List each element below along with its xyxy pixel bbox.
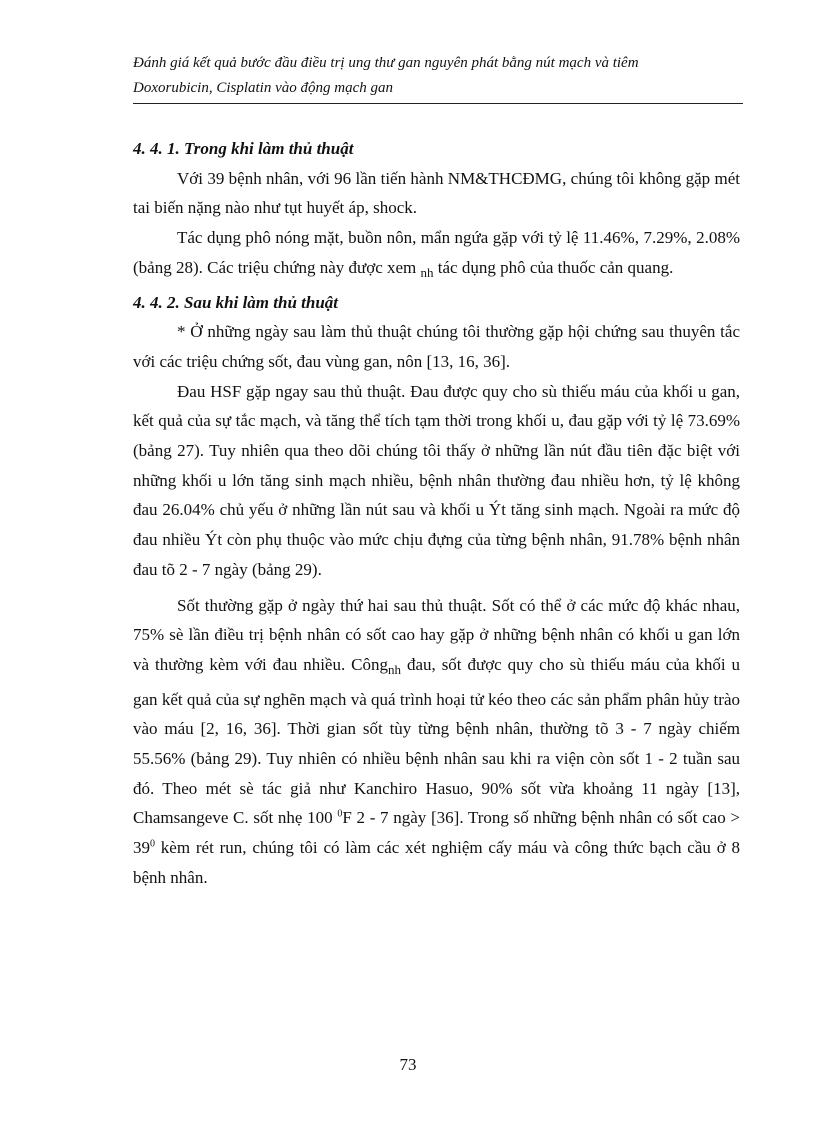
page-number: 73 xyxy=(399,1055,417,1074)
running-header xyxy=(133,51,743,101)
fever-text-b: đau, sốt được quy cho sù thiếu máu của khối u gan kết quả của sự nghẽn mạch và quá trình hoại tử kéo theo các sản phẩm phân hủy trào vào máu [2, 16, 36]. Thời gian sốt tùy từng bệnh nhân, thường tõ 3 - 7 ngày chiếm 55.56% (bảng 29). Tuy nhiên có nhiều bệnh nhân sau khi ra viện còn sốt 1 - 2 tuần sau đó. Theo mét sè tác giả như Kanchiro Hasuo, 90% sốt vừa khoảng 11 ngày [13], Chamsangeve C. sốt nhẹ 100 xyxy=(133,654,740,828)
header-rule xyxy=(133,103,743,104)
paragraph-syndrome: * Ở những ngày sau làm thủ thuật chúng tôi thường gặp hội chứng sau thuyên tắc với các triệu chứng sốt, đau vùng gan, nôn [13, 16, 36]. xyxy=(133,322,740,371)
section-heading-4-4-1: 4. 4. 1. Trong khi làm thủ thuật xyxy=(133,139,354,158)
fever-text-a: Sốt thường gặp ở ngày thứ hai sau thủ thuật. Sốt có thể ở các mức độ khác nhau, 75% sè lần điều trị bệnh nhân có sốt cao hay gặp ở những bệnh nhân có khối u gan lớn và thường kèm với đau nhiều. Công xyxy=(133,595,740,674)
page-body xyxy=(133,134,740,893)
paragraph-side-effects xyxy=(133,223,740,287)
paragraph-pain: Đau HSF gặp ngay sau thủ thuật. Đau được quy cho sù thiếu máu của khối u gan, kết quả của sự tắc mạch, và tăng thể tích tạm thời trong khối u, đau gặp với tỷ lệ 73.69% (bảng 27). Tuy nhiên qua theo dõi chúng tôi thấy ở những lần nút đầu tiên đặc biệt với những khối u lớn tăng sinh mạch nhiều, bệnh nhân thường đau nhiều hơn, tỷ lệ không đau 26.04% chủ yếu ở những lần nút sau và khối u Ýt tăng sinh mạch. Ngoài ra mức độ đau nhiều Ýt còn phụ thuộc vào mức chịu đựng của từng bệnh nhân, 91.78% bệnh nhân đau tõ 2 - 7 ngày (bảng 29). xyxy=(133,381,740,579)
side-effects-text-b: tác dụng phô của thuốc cản quang. xyxy=(433,257,674,277)
section-heading-4-4-2: 4. 4. 2. Sau khi làm thủ thuật xyxy=(133,292,339,312)
side-effects-text-a: Tác dụng phô nóng mặt, buồn nôn, mẩn ngứa gặp với tỷ lệ 11.46%, 7.29%, 2.08% (bảng 28). Các triệu chứng này được xem xyxy=(133,228,740,277)
fever-sup-2: 0 xyxy=(150,838,155,850)
header-line-1: Đánh giá kết quả bước đầu điều trị ung thư gan nguyên phát bằng nút mạch và tiêm xyxy=(133,55,639,71)
fever-text-d: kèm rét run, chúng tôi có làm các xét nghiệm cấy máu và công thức bạch cầu ở 8 bệnh nhân. xyxy=(133,838,740,887)
paragraph-fever xyxy=(133,591,740,893)
fever-sub: nh xyxy=(388,661,402,677)
fever-text-c: F 2 - 7 ngày [36]. Trong số những bệnh nhân có sốt cao > 39 xyxy=(133,808,740,858)
paragraph-complications: Với 39 bệnh nhân, với 96 lần tiến hành NM&THCĐMG, chúng tôi không gặp mét tai biến nặng nào như tụt huyết áp, shock. xyxy=(133,168,740,218)
header-line-2: Doxorubicin, Cisplatin vào động mạch gan xyxy=(133,80,393,96)
side-effects-sub: nh xyxy=(420,264,434,280)
fever-sup-1: 0 xyxy=(337,808,343,820)
